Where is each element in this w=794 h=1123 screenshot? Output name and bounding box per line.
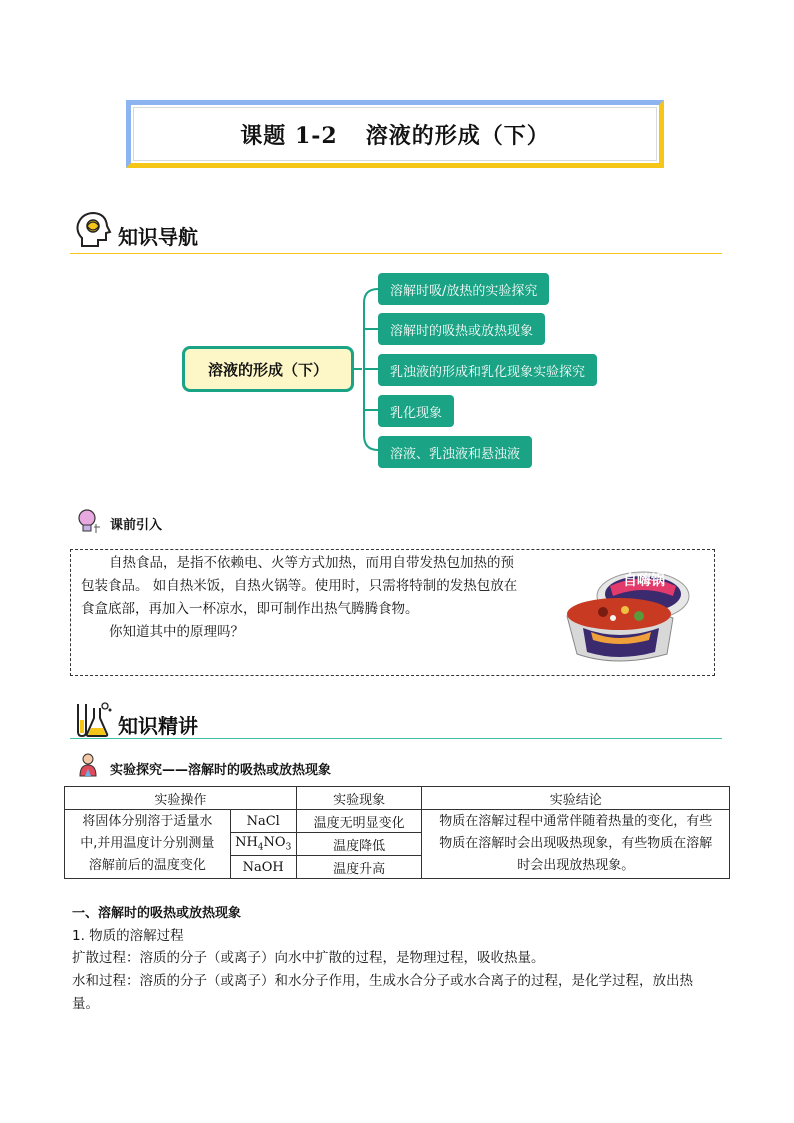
intro-heading: 课前引入 [110,518,163,533]
lesson-number: 课题 1-2 [240,122,338,149]
body-paragraph-2-cont: 量。 [72,996,99,1012]
section-heading-knowledge: 知识精讲 [118,714,198,738]
mindmap-connectors [350,280,380,460]
title-box [126,100,664,168]
operation-line-3: 溶解前后的温度变化 [88,858,206,873]
intro-line-3: 食盒底部，再加入一杯凉水，即可制作出热气腾腾食物。 [81,601,419,617]
self-heating-hotpot-image [555,566,695,666]
header-conclusion: 实验结论 [422,787,730,810]
mindmap-node-2: 溶解时的吸热或放热现象 [378,313,545,345]
body-paragraph-2: 水和过程：溶质的分子（或离子）和水分子作用，生成水合分子或水合离子的过程，是化学过程，放出热 [72,973,693,989]
product-label: 自嗨锅 [623,573,665,589]
header-operation: 实验操作 [65,787,297,810]
header-phenomenon: 实验现象 [296,787,422,810]
phenomenon-nacl: 温度无明显变化 [296,810,422,833]
mindmap-root: 溶液的形成（下） [182,346,354,392]
experiment-table [64,786,730,879]
substance-nh4no3: $NH_4NO_3$ [230,833,296,856]
flask-icon [72,700,112,738]
operation-line-1: 将固体分别溶于适量水 [82,814,213,829]
operation-line-2: 中,并用温度计分别测量 [80,836,215,851]
section-heading-navigation: 知识导航 [118,225,198,249]
intro-line-2: 包装食品。 如自热米饭，自热火锅等。使用时，只需将特制的发热包放在 [81,578,518,594]
table-header-row [65,787,730,810]
mindmap-node-4: 乳化现象 [378,395,454,427]
phenomenon-naoh: 温度升高 [296,856,422,879]
scientist-icon [76,752,100,778]
intro-line-4: 你知道其中的原理吗？ [109,624,244,640]
body-heading: 一、溶解时的吸热或放热现象 [72,906,242,921]
conclusion-line-2: 物质在溶解时会出现吸热现象，有些物质在溶解 [439,836,713,851]
conclusion-cell [422,810,730,879]
table-row [65,810,730,833]
phenomenon-nh4no3: 温度降低 [296,833,422,856]
substance-naoh: NaOH [230,856,296,879]
conclusion-line-1: 物质在溶解过程中通常伴随着热量的变化，有些 [439,814,713,829]
section-divider [70,253,722,254]
body-paragraph-1: 扩散过程：溶质的分子（或离子）向水中扩散的过程，是物理过程，吸收热量。 [72,950,545,966]
mindmap-node-3: 乳浊液的形成和乳化现象实验探究 [378,354,597,386]
operation-cell [65,810,231,879]
intro-line-1: 自热食品，是指不依赖电、火等方式加热，而用自带发热包加热的预 [109,555,514,571]
mindmap-node-5: 溶液、乳浊液和悬浊液 [378,436,532,468]
mindmap-node-1: 溶解时吸/放热的实验探究 [378,273,549,305]
experiment-heading: 实验探究——溶解时的吸热或放热现象 [110,763,332,778]
bulb-icon [74,507,102,535]
brain-icon [74,210,112,250]
lesson-name: 溶液的形成（下） [365,123,550,149]
section-divider [70,738,722,739]
body-subheading: 1. 物质的溶解过程 [72,928,184,944]
page-title [240,119,549,150]
substance-nacl: NaCl [230,810,296,833]
conclusion-line-3: 时会出现放热现象。 [517,858,635,873]
